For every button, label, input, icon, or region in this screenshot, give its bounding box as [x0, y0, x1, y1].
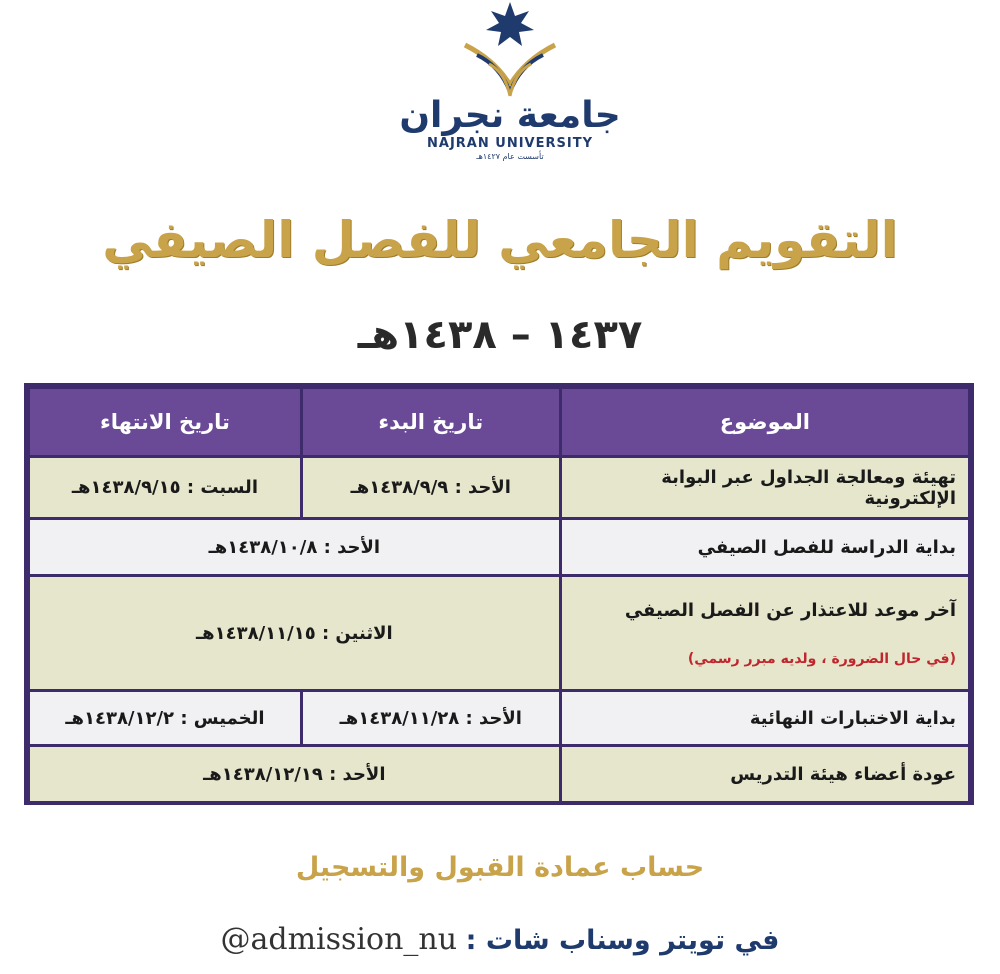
row-topic: بداية الدراسة للفصل الصيفي [560, 519, 969, 576]
table-row [29, 691, 970, 746]
calendar-table [24, 383, 974, 805]
header-topic: الموضوع [560, 388, 969, 457]
table-row [29, 457, 970, 519]
university-logo [380, 0, 640, 175]
row-topic-cell [560, 576, 969, 691]
row-end-date: السبت : ١٤٣٨/٩/١٥هـ [29, 457, 302, 519]
footer-social-label: في تويتر وسناب شات : [465, 925, 780, 956]
row-topic: بداية الاختبارات النهائية [560, 691, 969, 746]
table-row [29, 519, 970, 576]
year-range: ١٤٣٧ – ١٤٣٨هـ [357, 312, 643, 358]
row-start-date: الأحد : ١٤٣٨/٩/٩هـ [301, 457, 560, 519]
row-start-date: الأحد : ١٤٣٨/١١/٢٨هـ [301, 691, 560, 746]
row-topic: آخر موعد للاعتذار عن الفصل الصيفي [624, 599, 956, 621]
row-topic: عودة أعضاء هيئة التدريس [560, 746, 969, 803]
footer-social [0, 918, 1000, 963]
row-date: الأحد : ١٤٣٨/١٢/١٩هـ [29, 746, 561, 803]
row-note: (في حال الضرورة ، ولديه مبرر رسمي) [687, 650, 956, 667]
page-title: التقويم الجامعي للفصل الصيفي [102, 211, 898, 269]
logo-emblem-icon [455, 0, 565, 100]
logo-name-arabic: جامعة نجران [399, 95, 621, 136]
row-topic: تهيئة ومعالجة الجداول عبر البوابة الإلكترونية [560, 457, 969, 519]
header-start-date: تاريخ البدء [301, 388, 560, 457]
header-end-date: تاريخ الانتهاء [29, 388, 302, 457]
table-header-row [29, 388, 970, 457]
row-date: الاثنين : ١٤٣٨/١١/١٥هـ [29, 576, 561, 691]
logo-name-english: NAJRAN UNIVERSITY [427, 136, 593, 151]
footer-account-title: حساب عمادة القبول والتسجيل [295, 852, 705, 883]
social-handle[interactable]: @admission_nu [220, 922, 458, 957]
row-end-date: الخميس : ١٤٣٨/١٢/٢هـ [29, 691, 302, 746]
logo-established: تأسست عام ١٤٢٧هـ [476, 152, 544, 161]
table-row [29, 576, 970, 691]
table-row [29, 746, 970, 803]
row-date: الأحد : ١٤٣٨/١٠/٨هـ [29, 519, 561, 576]
